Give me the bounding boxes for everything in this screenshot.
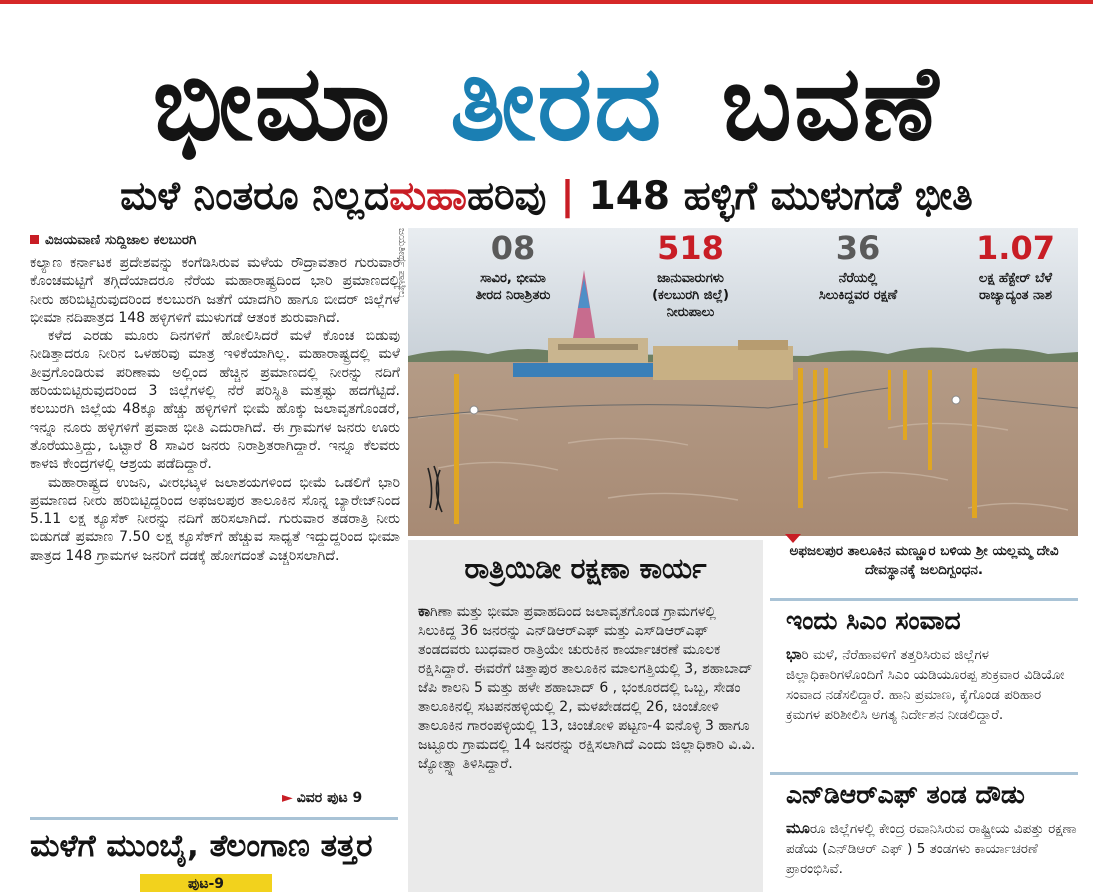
byline (30, 232, 196, 248)
stat-livestock (628, 229, 753, 321)
byline-text: ವಿಜಯವಾಣಿ ಸುದ್ದಿಜಾಲ ಕಲಬುರಗಿ (45, 232, 197, 248)
subhead-separator: | (560, 173, 575, 219)
cm-story-body (786, 644, 1078, 725)
rescue-story-headline: ರಾತ್ರಿಯಿಡೀ ರಕ್ಷಣಾ ಕಾರ್ಯ (464, 552, 707, 585)
stat-label-line-2: ತೀರದ ನಿರಾಶ್ರಿತರು (475, 288, 551, 303)
stat-label-line-1: ನೆರೆಯಲ್ಲಿ (838, 271, 878, 286)
stat-label-line-3: ನೀರುಪಾಲು (666, 305, 715, 320)
photo-credit-text: ಜಯತೀರ್ಥ ಪಾಟೀಲ (396, 228, 408, 298)
stat-number: 36 (835, 229, 881, 267)
stat-label-line-1: ಜಾನುವಾರುಗಳು (657, 271, 724, 286)
continued-text: ವಿವರ ಪುಟ 9 (296, 790, 363, 806)
ndrf-story-body (786, 818, 1078, 879)
photo-caption: ಅಫಜಲಪುರ ತಾಲೂಕಿನ ಮಣ್ಣೂರ ಬಳಿಯ ಶ್ರೀ ಯಲ್ಲಮ್ಮ ದೇವಿ ದೇವಸ್ಥಾನಕ್ಕೆ ಜಲದಿಗ್ಬಂಧನ. (789, 543, 1059, 578)
stat-label-line-2: ರಾಜ್ಯಾದ್ಯಂತ ನಾಶ (979, 288, 1052, 303)
stat-number: 08 (490, 229, 536, 267)
subhead-part-2: ಹರಿವು (466, 173, 547, 219)
play-arrow-icon: ► (282, 790, 293, 806)
stat-label-line-1: ಲಕ್ಷ ಹೆಕ್ಟೇರ್ ಬೆಳೆ (978, 271, 1053, 286)
headline-word-1: ಭೀಮಾ (152, 42, 393, 164)
subhead-highlight: ಮಹಾ (389, 173, 467, 219)
cm-story-text: ರಿ ಮಳೆ, ನೆರೆಹಾವಳಿಗೆ ತತ್ತರಿಸಿರುವ ಜಿಲ್ಲೆಗಳ ಜಿಲ್ಲಾಧಿಕಾರಿಗಳೊಂದಿಗೆ ಸಿಎಂ ಯಡಿಯೂರಪ್ಪ ಶುಕ್ರವಾರ ವಿಡಿಯೋ ಸಂವಾದ ನಡೆಸಲಿದ್ದಾರೆ. ಹಾನಿ ಪ್ರಮಾಣ, ಕೈಗೊಂಡ ಪರಿಹಾರ ಕ್ರಮಗಳ ಪರಿಶೀಲಿಸಿ ಅಗತ್ಯ ನಿರ್ದೇಶನ ನೀಡಲಿದ್ದಾರೆ. (786, 647, 1065, 723)
ndrf-story-text: ರೂ ಜಿಲ್ಲೆಗಳಲ್ಲಿ ಕೇಂದ್ರ ರವಾನಿಸಿರುವ ರಾಷ್ಟ್ರೀಯ ವಿಪತ್ತು ರಕ್ಷಣಾ ಪಡೆಯ (ಎನ್‌ಡಿಆರ್ ಎಫ್ ) 5 ತಂಡಗಳು ಕಾರ್ಯಾಚರಣೆ ಪ್ರಾರಂಭಿಸಿವೆ. (786, 821, 1077, 877)
rescue-story-text: ಗಿಣಾ ಮತ್ತು ಭೀಮಾ ಪ್ರವಾಹದಿಂದ ಜಲಾವೃತಗೊಂಡ ಗ್ರಾಮಗಳಲ್ಲಿ ಸಿಲುಕಿದ್ದ 36 ಜನರನ್ನು ಎನ್‌ಡಿಆರ್‌ಎಫ್ ಮತ್ತು ಎಸ್‌ಡಿಆರ್‌ಎಫ್ ತಂಡದವರು ಬುಧವಾರ ರಾತ್ರಿಯೇ ಚುರುಕಿನ ಕಾರ್ಯಾಚರಣೆ ಮೂಲಕ ರಕ್ಷಿಸಿದ್ದಾರೆ. ಈವರೆಗೆ ಚಿತ್ತಾಪುರ ತಾಲೂಕಿನ ಮಾಲಗತ್ತಿಯಲ್ಲಿ 3, ಶಹಾಬಾದ್ ಜೆಪಿ ಕಾಲನಿ 5 ಮತ್ತು ಹಳೇ ಶಹಾಬಾದ್ 6 , ಭಂಕೂರದಲ್ಲಿ ಒಬ್ಬ, ಸೇಡಂ ತಾಲೂಕಿನಲ್ಲಿ ಸಟಪನಹಳ್ಳಿಯಲ್ಲಿ 2, ಮಳಖೇಡದಲ್ಲಿ 26, ಚಿಂಚೋಳಿ ತಾಲೂಕಿನ ಗಾರಂಪಳ್ಳಿಯಲ್ಲಿ 13, ಚಿಂಚೋಳಿ ಪಟ್ಟಣ-4 ಐನೊಳ್ಳಿ 3 ಹಾಗೂ ಜಟ್ಟೂರು ಗ್ರಾಮದಲ್ಲಿ 14 ಜನರನ್ನು ರಕ್ಷಿಸಲಾಗಿದೆ ಎಂದು ಜಿಲ್ಲಾಧಿಕಾರಿ ವಿ.ವಿ. ಜ್ಯೋತ್ಸ್ನಾ ತಿಳಿಸಿದ್ದಾರೆ. (418, 604, 756, 772)
top-red-rule (0, 0, 1093, 4)
page-tag: ಪುಟ-9 (140, 874, 272, 892)
stat-label-line-2: (ಕಲಬುರಗಿ ಜಿಲ್ಲೆ) (652, 288, 729, 303)
stat-number: 518 (657, 229, 724, 267)
rescue-story-body (418, 602, 756, 774)
ndrf-story-headline: ಎನ್‌ಡಿಆರ್‌ಎಫ್ ತಂಡ ದೌಡು (786, 780, 1025, 809)
stat-label-line-1: ಸಾವಿರ, ಭೀಮಾ (480, 271, 546, 286)
continued-link[interactable] (282, 790, 362, 806)
right-divider-2 (770, 772, 1078, 775)
ndrf-story-lead: ಮೂ (786, 819, 810, 837)
subhead-part-1: ಮಳೆ ನಿಂತರೂ ನಿಲ್ಲದ (120, 173, 390, 219)
stats-overlay (408, 229, 1078, 332)
byline-square-icon (30, 235, 39, 244)
subhead-part-3: 148 ಹಳ್ಳಿಗೆ ಮುಳುಗಡೆ ಭೀತಿ (588, 173, 973, 219)
side-story-headline: ಮಳೆಗೆ ಮುಂಬೈ, ತೆಲಂಗಾಣ ತತ್ತರ (30, 828, 373, 864)
main-story-paragraph-2: ಕಳೆದ ಎರಡು ಮೂರು ದಿನಗಳಿಗೆ ಹೋಲಿಸಿದರೆ ಮಳೆ ಕೊಂಚ ಬಿಡುವು ನೀಡಿತ್ತಾದರೂ ನೀರಿನ ಒಳಹರಿವು ಮಾತ್ರ ಇಳಿಕೆಯಾಗಿಲ್ಲ. ಮಹಾರಾಷ್ಟ್ರದಲ್ಲಿ ಮಳೆ ತೀವ್ರಗೊಂಡಿರುವ ಪರಿಣಾಮ ಅಲ್ಲಿಂದ ಹೆಚ್ಚಿನ ಪ್ರಮಾಣದಲ್ಲಿ ನೀರನ್ನು ನದಿಗೆ ಹರಿಯಬಿಟ್ಟಿರುವುದರಿಂದ 3 ಜಿಲ್ಲೆಗಳಲ್ಲಿ ನೆರೆ ಪರಿಸ್ಥಿತಿ ಮತ್ತಷ್ಟು ಹದಗೆಟ್ಟಿದೆ. ಕಲಬುರಗಿ ಜಿಲ್ಲೆಯ 48ಕ್ಕೂ ಹೆಚ್ಚು ಹಳ್ಳಿಗಳಿಗೆ ಭೀಮೆ ಹೊಕ್ಕು ಜಲಾವೃತಗೊಂಡರೆ, ಇನ್ನೂ ನೂರು ಹಳ್ಳಿಗಳಿಗೆ ಪ್ರವಾಹ ಭೀತಿ ಎದುರಾಗಿದೆ. ಈ ಗ್ರಾಮಗಳ ಜನರು ಊರು ತೊರೆಯುತ್ತಿದ್ದು, ಒಟ್ಟಾರೆ 8 ಸಾವಿರ ಜನರು ನಿರಾಶ್ರಿತರಾಗಿದ್ದಾರೆ. ಇನ್ನೂ ಕೆಲವರು ಕಾಳಜಿ ಕೇಂದ್ರಗಳಲ್ಲಿ ಆಶ್ರಯ ಪಡೆದಿದ್ದಾರೆ. (30, 328, 400, 473)
stat-crop-loss (953, 229, 1078, 304)
left-divider (30, 817, 398, 820)
stat-label-line-2: ಸಿಲುಕಿದ್ದವರ ರಕ್ಷಣೆ (818, 288, 898, 303)
stat-number: 1.07 (976, 229, 1055, 267)
headline-word-3: ಬವಣೆ (721, 42, 941, 164)
main-story-body (30, 254, 400, 565)
cm-story-lead: ಭಾ (786, 645, 802, 663)
cm-story-headline: ಇಂದು ಸಿಎಂ ಸಂವಾದ (786, 606, 961, 635)
right-divider-1 (770, 598, 1078, 601)
stat-rescued (788, 229, 928, 304)
subheadline (0, 170, 1093, 222)
headline-word-2: ತೀರದ (450, 42, 664, 164)
main-story-paragraph-1: ಕಲ್ಯಾಣ ಕರ್ನಾಟಕ ಪ್ರದೇಶವನ್ನು ಕಂಗೆಡಿಸಿರುವ ಮಳೆಯ ರೌದ್ರಾವತಾರ ಗುರುವಾರ ಕೊಂಚಮಟ್ಟಿಗೆ ತಗ್ಗಿದೆಯಾದರೂ ನೆರೆಯ ಮಹಾರಾಷ್ಟ್ರದಿಂದ ಭಾರಿ ಪ್ರಮಾಣದಲ್ಲಿ ನೀರು ಹರಿಬಿಟ್ಟಿರುವುದರಿಂದ ಕಲಬುರಗಿ ಜತೆಗೆ ಯಾದಗಿರಿ ಹಾಗೂ ಬೀದರ್ ಜಿಲ್ಲೆಗಳ ಭೀಮಾ ನದಿಪಾತ್ರದ 148 ಹಳ್ಳಿಗಳಿಗೆ ಮುಳುಗಡೆ ಆತಂಕ ಶುರುವಾಗಿದೆ. (30, 255, 400, 326)
main-headline (0, 38, 1093, 168)
stat-displaced (453, 229, 573, 304)
rescue-story-lead: ಕಾ (418, 602, 431, 620)
main-story-paragraph-3: ಮಹಾರಾಷ್ಟ್ರದ ಉಜನಿ, ವೀರಭಟ್ಕಳ ಜಲಾಶಯಗಳಿಂದ ಭೀಮೆ ಒಡಲಿಗೆ ಭಾರಿ ಪ್ರಮಾಣದ ನೀರು ಹರಿಬಿಟ್ಟಿದ್ದರಿಂದ ಅಫಜಲಪುರ ತಾಲೂಕಿನ ಸೊನ್ನ ಬ್ಯಾರೇಜ್‌ನಿಂದ 5.11 ಲಕ್ಷ ಕ್ಯೂಸೆಕ್ ನೀರನ್ನು ನದಿಗೆ ಹರಿಸಲಾಗಿದೆ. ಗುರುವಾರ ತಡರಾತ್ರಿ ನೀರು ಬಿಡುಗಡೆ ಪ್ರಮಾಣ 7.50 ಲಕ್ಷ ಕ್ಯೂಸೆಕ್‌ಗೆ ಹೆಚ್ಚುವ ಸಾಧ್ಯತೆ ಇದ್ದುದ್ದರಿಂದ ಭೀಮಾ ಪಾತ್ರದ 148 ಗ್ರಾಮಗಳ ಜನರಿಗೆ ದಡಕ್ಕೆ ಹೋಗದಂತೆ ಎಚ್ಚರಿಸಲಾಗಿದೆ. (30, 474, 400, 564)
